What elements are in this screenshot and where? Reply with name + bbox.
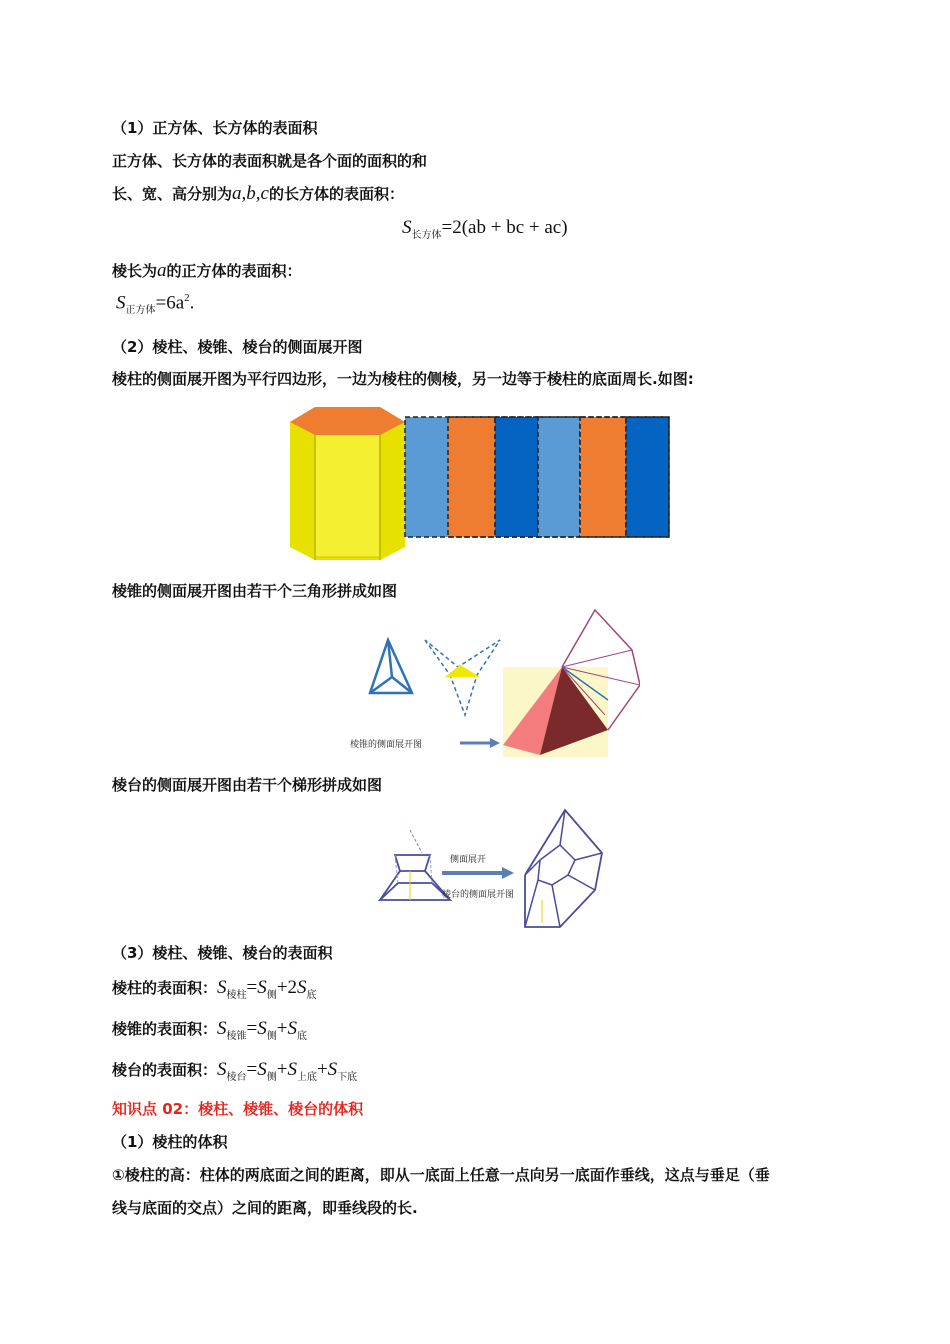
formula bbox=[217, 1059, 358, 1083]
subscript: 棱锥 bbox=[226, 1031, 247, 1042]
var-abc: a,b,c bbox=[232, 183, 269, 204]
subscript: 正方体 bbox=[125, 305, 156, 317]
text-prism-height-1: ①棱柱的高：柱体的两底面之间的距离，即从一底面上任意一点向另一底面作垂线，这点与垂足（垂 bbox=[112, 1166, 770, 1184]
period: . bbox=[189, 292, 195, 314]
pyramid-caption: 棱锥的侧面展开图 bbox=[350, 740, 423, 750]
strip-light-blue-1 bbox=[405, 417, 448, 537]
label: 棱台的表面积： bbox=[112, 1061, 218, 1079]
text-part: 棱长为 bbox=[112, 262, 158, 280]
var-a: a bbox=[157, 260, 167, 281]
prism-unfold-figure bbox=[285, 402, 675, 562]
symbol-S: S bbox=[116, 292, 126, 314]
exponent: 2 bbox=[184, 292, 190, 304]
frustum-caption: 棱台的侧面展开图 bbox=[442, 890, 515, 900]
symbol-S: S bbox=[296, 977, 307, 998]
op: = bbox=[246, 1018, 258, 1039]
text-part: 长、宽、高分别为 bbox=[112, 185, 233, 203]
formula-cuboid-surface bbox=[402, 217, 568, 239]
symbol-S: S bbox=[287, 1059, 297, 1080]
formula-pyramid-surface bbox=[112, 1018, 307, 1040]
text-cube-edge bbox=[112, 260, 302, 282]
arrow-icon bbox=[490, 738, 500, 748]
frustum-arrow-label: 侧面展开 bbox=[450, 855, 487, 865]
net-base-triangle bbox=[445, 665, 480, 677]
frustum-top bbox=[395, 855, 430, 871]
symbol-S: S bbox=[327, 1059, 338, 1080]
subscript: 棱柱 bbox=[226, 990, 247, 1001]
subscript: 侧 bbox=[266, 1072, 277, 1083]
symbol-S: S bbox=[217, 977, 227, 998]
subscript: 下底 bbox=[337, 1072, 358, 1083]
label: 棱柱的表面积： bbox=[112, 979, 218, 997]
subscript: 底 bbox=[296, 1031, 307, 1042]
subscript: 棱台 bbox=[226, 1072, 247, 1083]
formula-cube-surface bbox=[116, 292, 195, 317]
symbol-S: S bbox=[217, 1018, 227, 1039]
op: +2 bbox=[276, 977, 297, 998]
symbol-S: S bbox=[257, 1059, 267, 1080]
op: = bbox=[246, 1059, 258, 1080]
formula-frustum-surface bbox=[112, 1059, 357, 1081]
heading-cube-cuboid: （1）正方体、长方体的表面积 bbox=[112, 119, 318, 137]
pyramid-unfold-figure bbox=[340, 605, 640, 760]
strip-light-blue-2 bbox=[538, 417, 580, 537]
symbol-S: S bbox=[257, 977, 267, 998]
formula-rhs: =2(ab + bc + ac) bbox=[441, 217, 568, 238]
subscript: 底 bbox=[306, 990, 317, 1001]
formula-rhs: =6a bbox=[155, 292, 185, 314]
text-surface-definition: 正方体、长方体的表面积就是各个面的面积的和 bbox=[112, 152, 428, 170]
frustum-unfold-figure bbox=[370, 805, 615, 930]
label: 棱锥的表面积： bbox=[112, 1020, 218, 1038]
text-pyramid-unfolding: 棱锥的侧面展开图由若干个三角形拼成如图 bbox=[112, 582, 398, 600]
formula bbox=[217, 1018, 307, 1042]
symbol-S: S bbox=[257, 1018, 267, 1039]
strip-dark-blue-2 bbox=[626, 417, 669, 537]
text-cuboid-dimensions bbox=[112, 183, 404, 205]
heading-prism-volume: （1）棱柱的体积 bbox=[112, 1133, 228, 1151]
strip-orange-2 bbox=[580, 417, 626, 537]
formula bbox=[217, 977, 317, 1001]
arrow-icon bbox=[502, 867, 514, 879]
text-part: 的正方体的表面积： bbox=[166, 262, 302, 280]
subscript: 上底 bbox=[296, 1072, 317, 1083]
symbol-S: S bbox=[287, 1018, 297, 1039]
subscript: 侧 bbox=[266, 990, 277, 1001]
prism-top-face bbox=[290, 407, 405, 435]
heading-knowledge-point-02: 知识点 02：棱柱、棱锥、棱台的体积 bbox=[112, 1100, 364, 1118]
text-frustum-unfolding: 棱台的侧面展开图由若干个梯形拼成如图 bbox=[112, 776, 383, 794]
math-vars-abc bbox=[232, 183, 269, 204]
subscript: 长方体 bbox=[411, 230, 442, 241]
op: = bbox=[246, 977, 258, 998]
text-prism-height-2: 线与底面的交点）之间的距离，即垂线段的长. bbox=[112, 1199, 418, 1217]
op: + bbox=[276, 1059, 288, 1080]
text-part: 的长方体的表面积： bbox=[268, 185, 404, 203]
text-prism-unfolding: 棱柱的侧面展开图为平行四边形，一边为棱柱的侧棱，另一边等于棱柱的底面周长.如图: bbox=[112, 370, 694, 388]
subscript: 侧 bbox=[266, 1031, 277, 1042]
op: + bbox=[276, 1018, 288, 1039]
heading-unfolding: （2）棱柱、棱锥、棱台的侧面展开图 bbox=[112, 338, 363, 356]
strip-dark-blue-1 bbox=[495, 417, 538, 537]
math-var-a bbox=[157, 260, 167, 281]
symbol-S: S bbox=[402, 217, 412, 238]
strip-orange-1 bbox=[448, 417, 495, 537]
heading-surface-area: （3）棱柱、棱锥、棱台的表面积 bbox=[112, 944, 333, 962]
prism-front-face bbox=[315, 432, 380, 557]
formula-prism-surface bbox=[112, 977, 316, 999]
op: + bbox=[316, 1059, 328, 1080]
symbol-S: S bbox=[217, 1059, 227, 1080]
